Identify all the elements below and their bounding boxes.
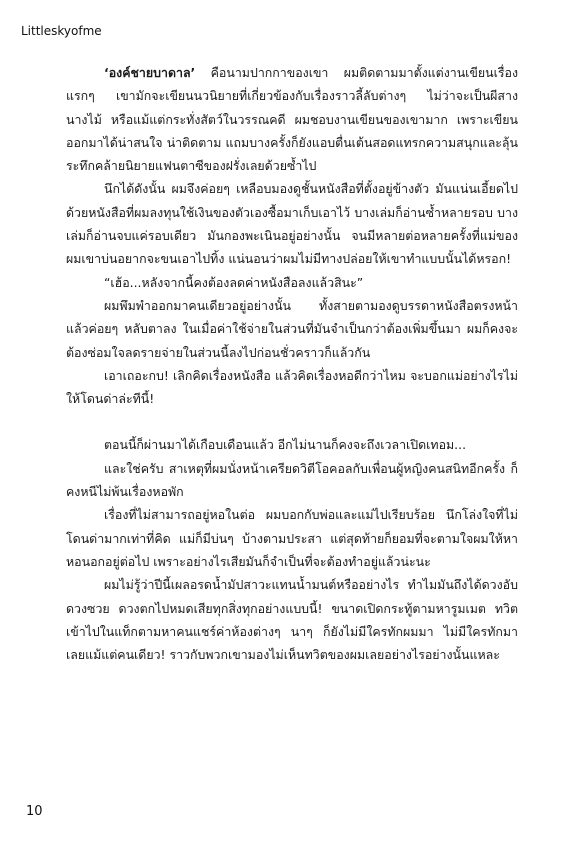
chapter-body: [66, 61, 518, 666]
paragraph-5: เอาเถอะกบ! เลิกคิดเรื่องหนังสือ แล้วคิดเรื่องหอดีกว่าไหม จะบอกแม่อย่างไรไม่ให้โดนด่าล่ะทีนี้!: [66, 367, 518, 407]
paragraph-1: [66, 61, 518, 177]
paragraph-2: นึกได้ดังนั้น ผมจึงค่อยๆ เหลือบมองดูชั้นหนังสือที่ตั้งอยู่ข้างตัว มันแน่นเอี้ยดไปด้วยหนังสือที่ผมลงทุนใช้เงินของตัวเองซื้อมาเก็บเอาไว้ บางเล่มก็อ่านซ้ำหลายรอบ บางเล่มก็อ่านจบแค่รอบเดียว มันกองพะเนินอยู่อย่างนั้น จนมีหลายต่อหลายครั้งที่แม่ของผมเขาบ่นอยากจะขนเอาไปทิ้ง แน่นอนว่าผมไม่มีทางปล่อยให้เขาทำแบบนั้นได้หรอก!: [66, 181, 518, 267]
paragraph-7: และใช่ครับ สาเหตุที่ผมนั่งหน้าเครียดวิตีโอคอลกับเพื่อนผู้หญิงคนสนิทอีกครั้ง ก็คงหนีไม่พ้นเรื่องหอพัก: [66, 460, 518, 500]
paragraph-4: ผมพึมพำออกมาคนเดียวอยู่อย่างนั้น ทั้งสายตามองดูบรรดาหนังสือตรงหน้า แล้วค่อยๆ หลับตาลง ในเมื่อค่าใช้จ่ายในส่วนที่มันจำเป็นกว่าต้องเพิ่มขึ้นมา ผมก็คงจะต้องซ่อมใจลดรายจ่ายในส่วนนี้ลงไปก่อนชั่วคราวก็แล้วกัน: [66, 297, 518, 360]
pen-name: ‘องค์ชายบาดาล’: [104, 65, 196, 80]
paragraph-6: ตอนนี้ก็ผ่านมาได้เกือบเดือนแล้ว อีกไม่นานก็คงจะถึงเวลาเปิดเทอม...: [104, 437, 467, 453]
page-number: 10: [26, 804, 43, 819]
paragraph-3-dialogue: “เฮ้อ...หลังจากนี้คงต้องลดค่าหนังสือลงแล้วสินะ”: [104, 274, 364, 290]
paragraph-text: คือนามปากกาของเขา ผมติดตามมาตั้งแต่งานเขียนเรื่องแรกๆ เขามักจะเขียนนวนิยายที่เกี่ยวข้องกับเรื่องราวลี้ลับต่างๆ ไม่ว่าจะเป็นผีสางนางไม้ หรือแม้แต่กระทั่งสัตว์ในวรรณคดี ผมชอบงานเขียนของเขามาก เพราะเขียนออกมาได้น่าสนใจ น่าติดตาม แถมบางครั้งก็ยังแอบตื่นเต้นสอดแทรกความสนุกและลุ้นระทึกคล้ายนิยายแฟนตาซีของฝรั่งเลยด้วยซ้ำไป: [66, 65, 518, 174]
paragraph-8: เรื่องที่ไม่สามารถอยู่หอในต่อ ผมบอกกับพ่อและแม่ไปเรียบร้อย นึกโล่งใจที่ไม่โดนด่ามากเท่าที่คิด แม่ก็มีบ่นๆ บ้างตามประสา แต่สุดท้ายก็ยอมที่จะตามใจผมให้หาหอนอกอยู่ต่อไป เพราะอย่างไรเสียมันก็จำเป็นที่จะต้องทำอยู่แล้วน่ะนะ: [66, 507, 518, 569]
paragraph-9: ผมไม่รู้ว่าปีนี้เผลอรดน้ำมัปสาวะแทนน้ำมนต์หรืออย่างไร ทำไมมันถึงได้ดวงอับ ดวงซวย ดวงตกไปหมดเสียทุกสิ่งทุกอย่างแบบนี้! ขนาดเปิดกระทู้ตามหารูมเมต ทวิตเข้าไปในแท็กตามหาคนแชร์ค่าห้องต่างๆ นาๆ ก็ยังไม่มีใครทักผมมา ไม่มีใครทักมาเลยแม้แต่คนเดียว! ราวกับพวกเขามองไม่เห็นทวิตของผมเลยอย่างไรอย่างนั้นแหละ: [66, 577, 518, 663]
running-head-title: Littleskyofme: [21, 24, 102, 38]
